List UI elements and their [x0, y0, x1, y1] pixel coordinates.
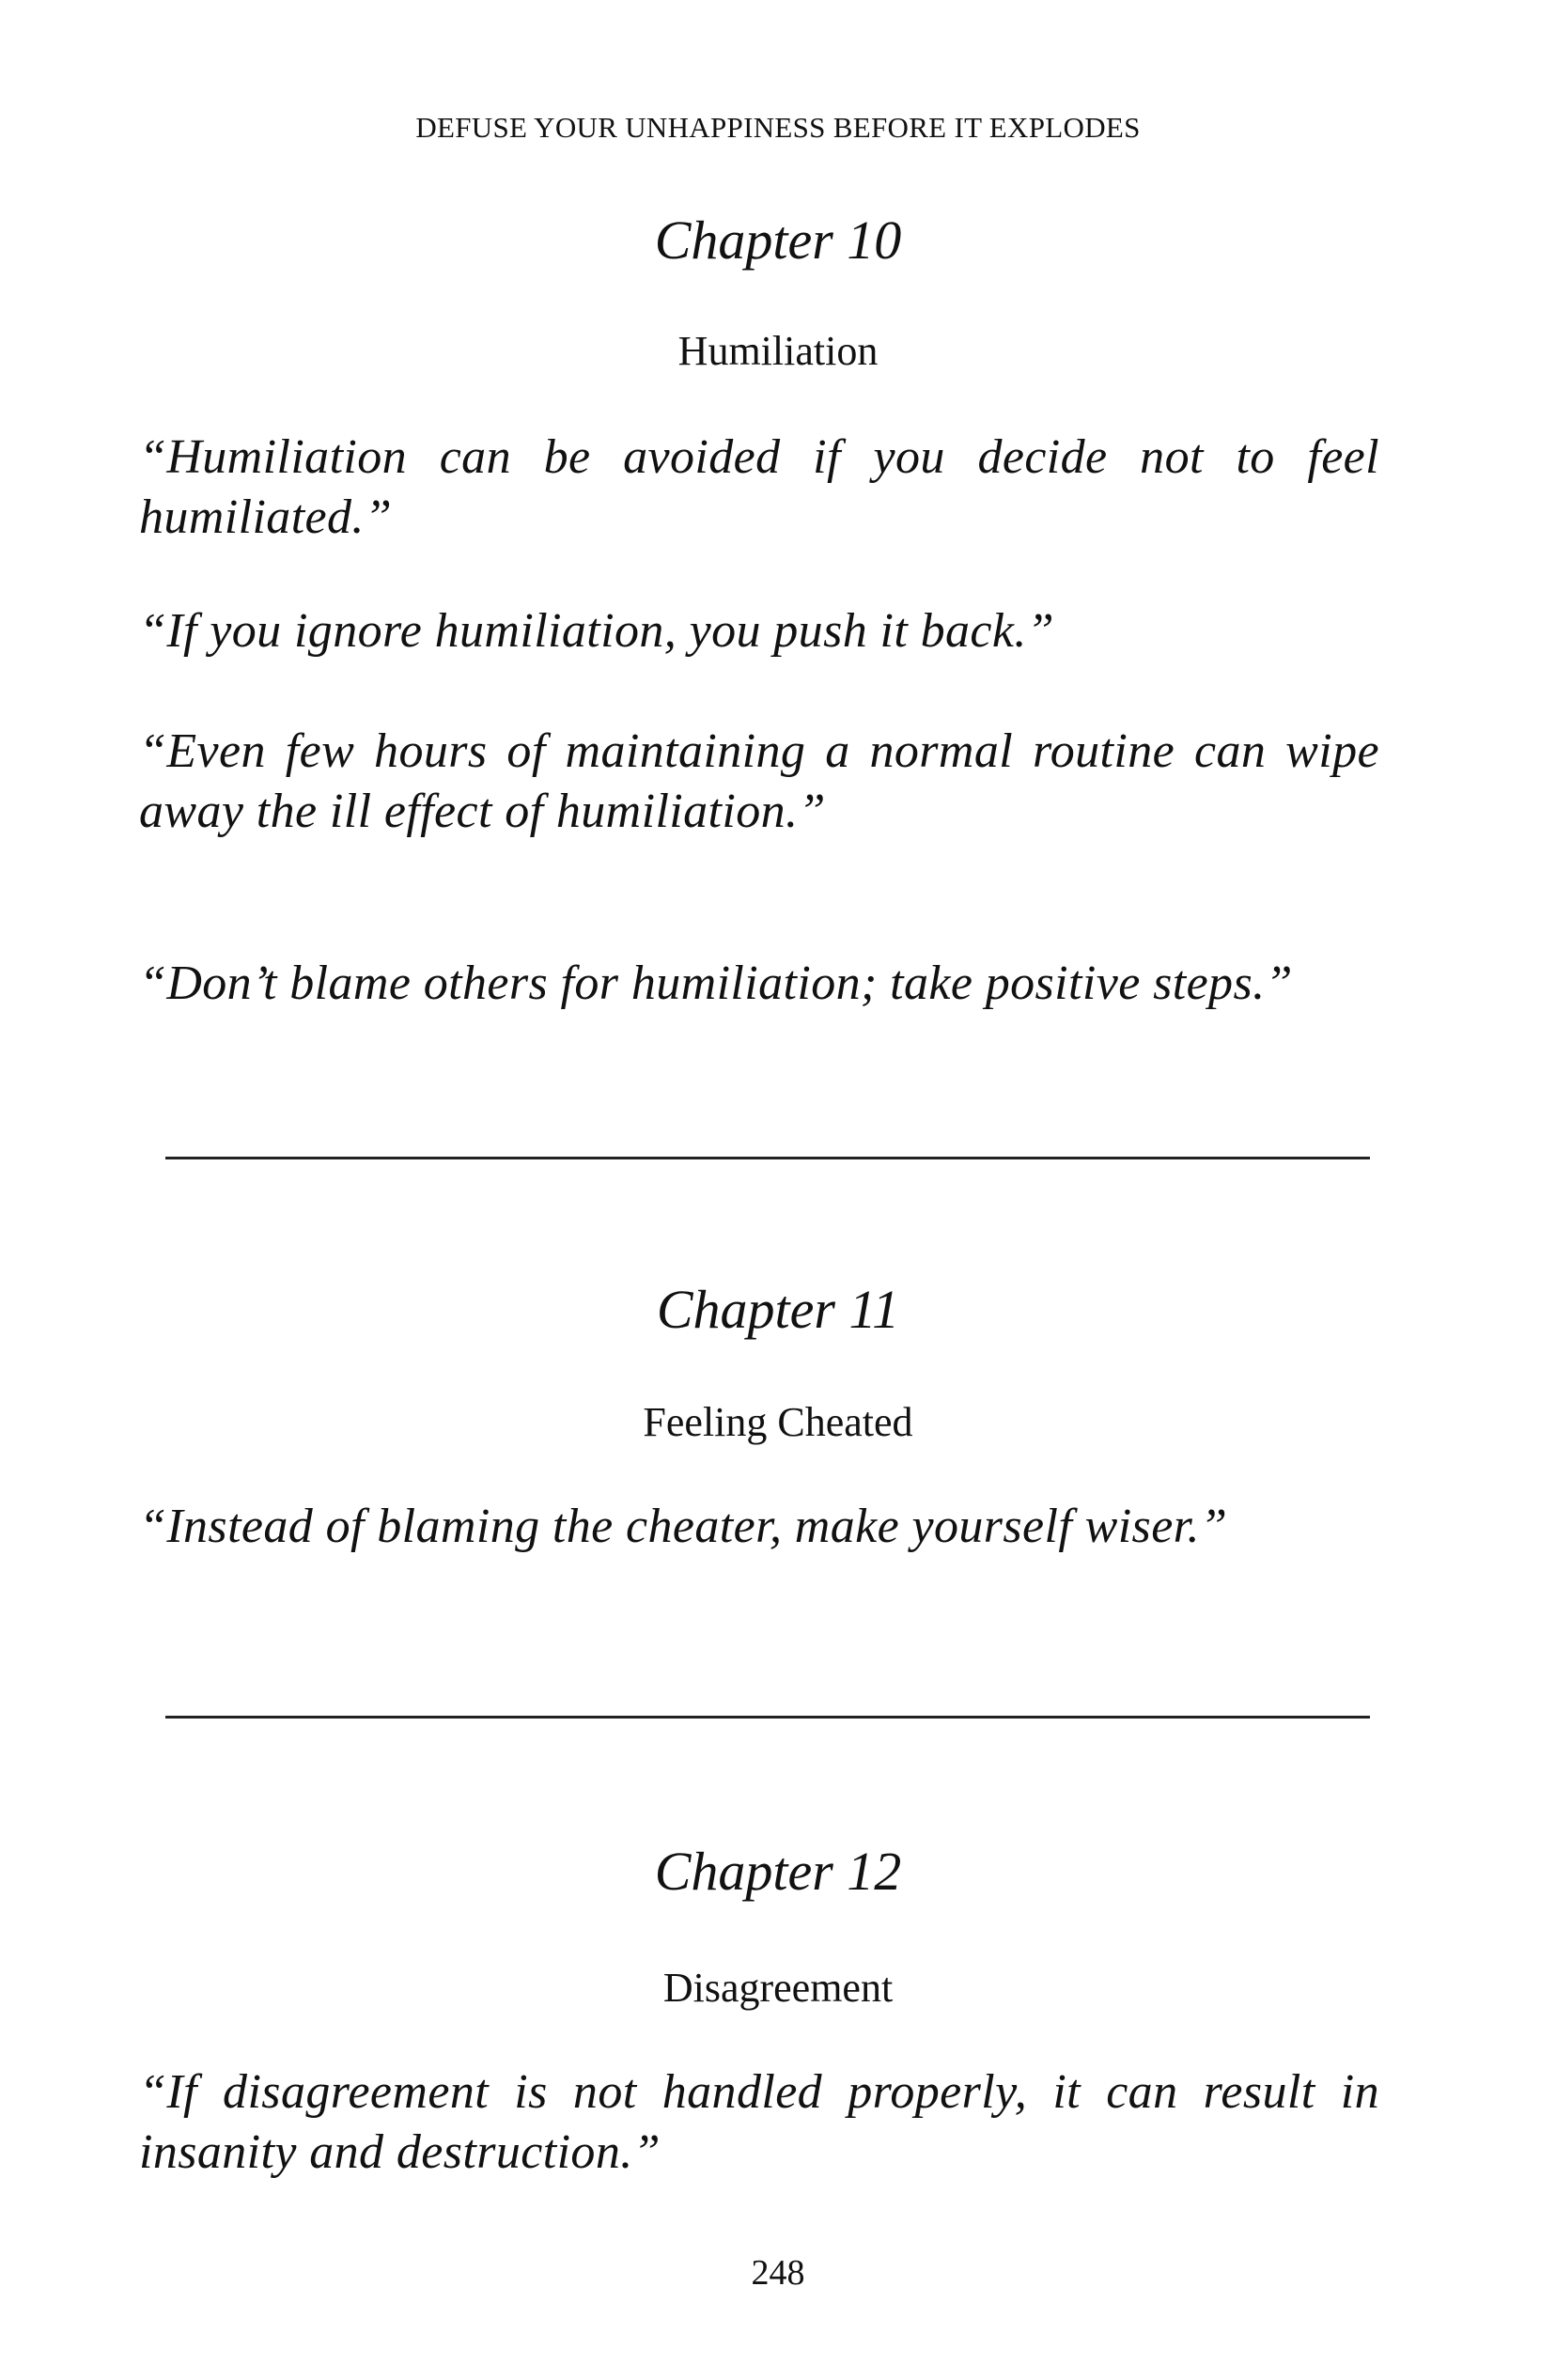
quote: “If you ignore humiliation, you push it back.” [139, 604, 1055, 658]
chapter-title: Chapter 10 [654, 210, 902, 271]
chapter-title: Chapter 12 [654, 1841, 902, 1902]
page-number: 248 [751, 2253, 805, 2293]
chapter-title: Chapter 11 [656, 1279, 900, 1340]
chapter-subtitle: Disagreement [662, 1965, 894, 2011]
section-divider [165, 1157, 1370, 1159]
quote: “Even few hours of maintaining a normal routine can wipe away the ill effect of humiliation.” [139, 724, 1379, 838]
quote: “Instead of blaming the cheater, make yourself wiser.” [139, 1500, 1228, 1553]
section-divider [165, 1716, 1370, 1719]
quote: “Don’t blame others for humiliation; take positive steps.” [139, 957, 1293, 1010]
quote: “If disagreement is not handled properly, it can result in insanity and destruction.” [139, 2065, 1379, 2179]
quote: “Humiliation can be avoided if you decide not to feel humiliated.” [139, 430, 1379, 544]
chapter-subtitle: Humiliation [677, 328, 879, 374]
running-head: DEFUSE YOUR UNHAPPINESS BEFORE IT EXPLODES [415, 111, 1141, 144]
chapter-subtitle: Feeling Cheated [643, 1399, 913, 1445]
